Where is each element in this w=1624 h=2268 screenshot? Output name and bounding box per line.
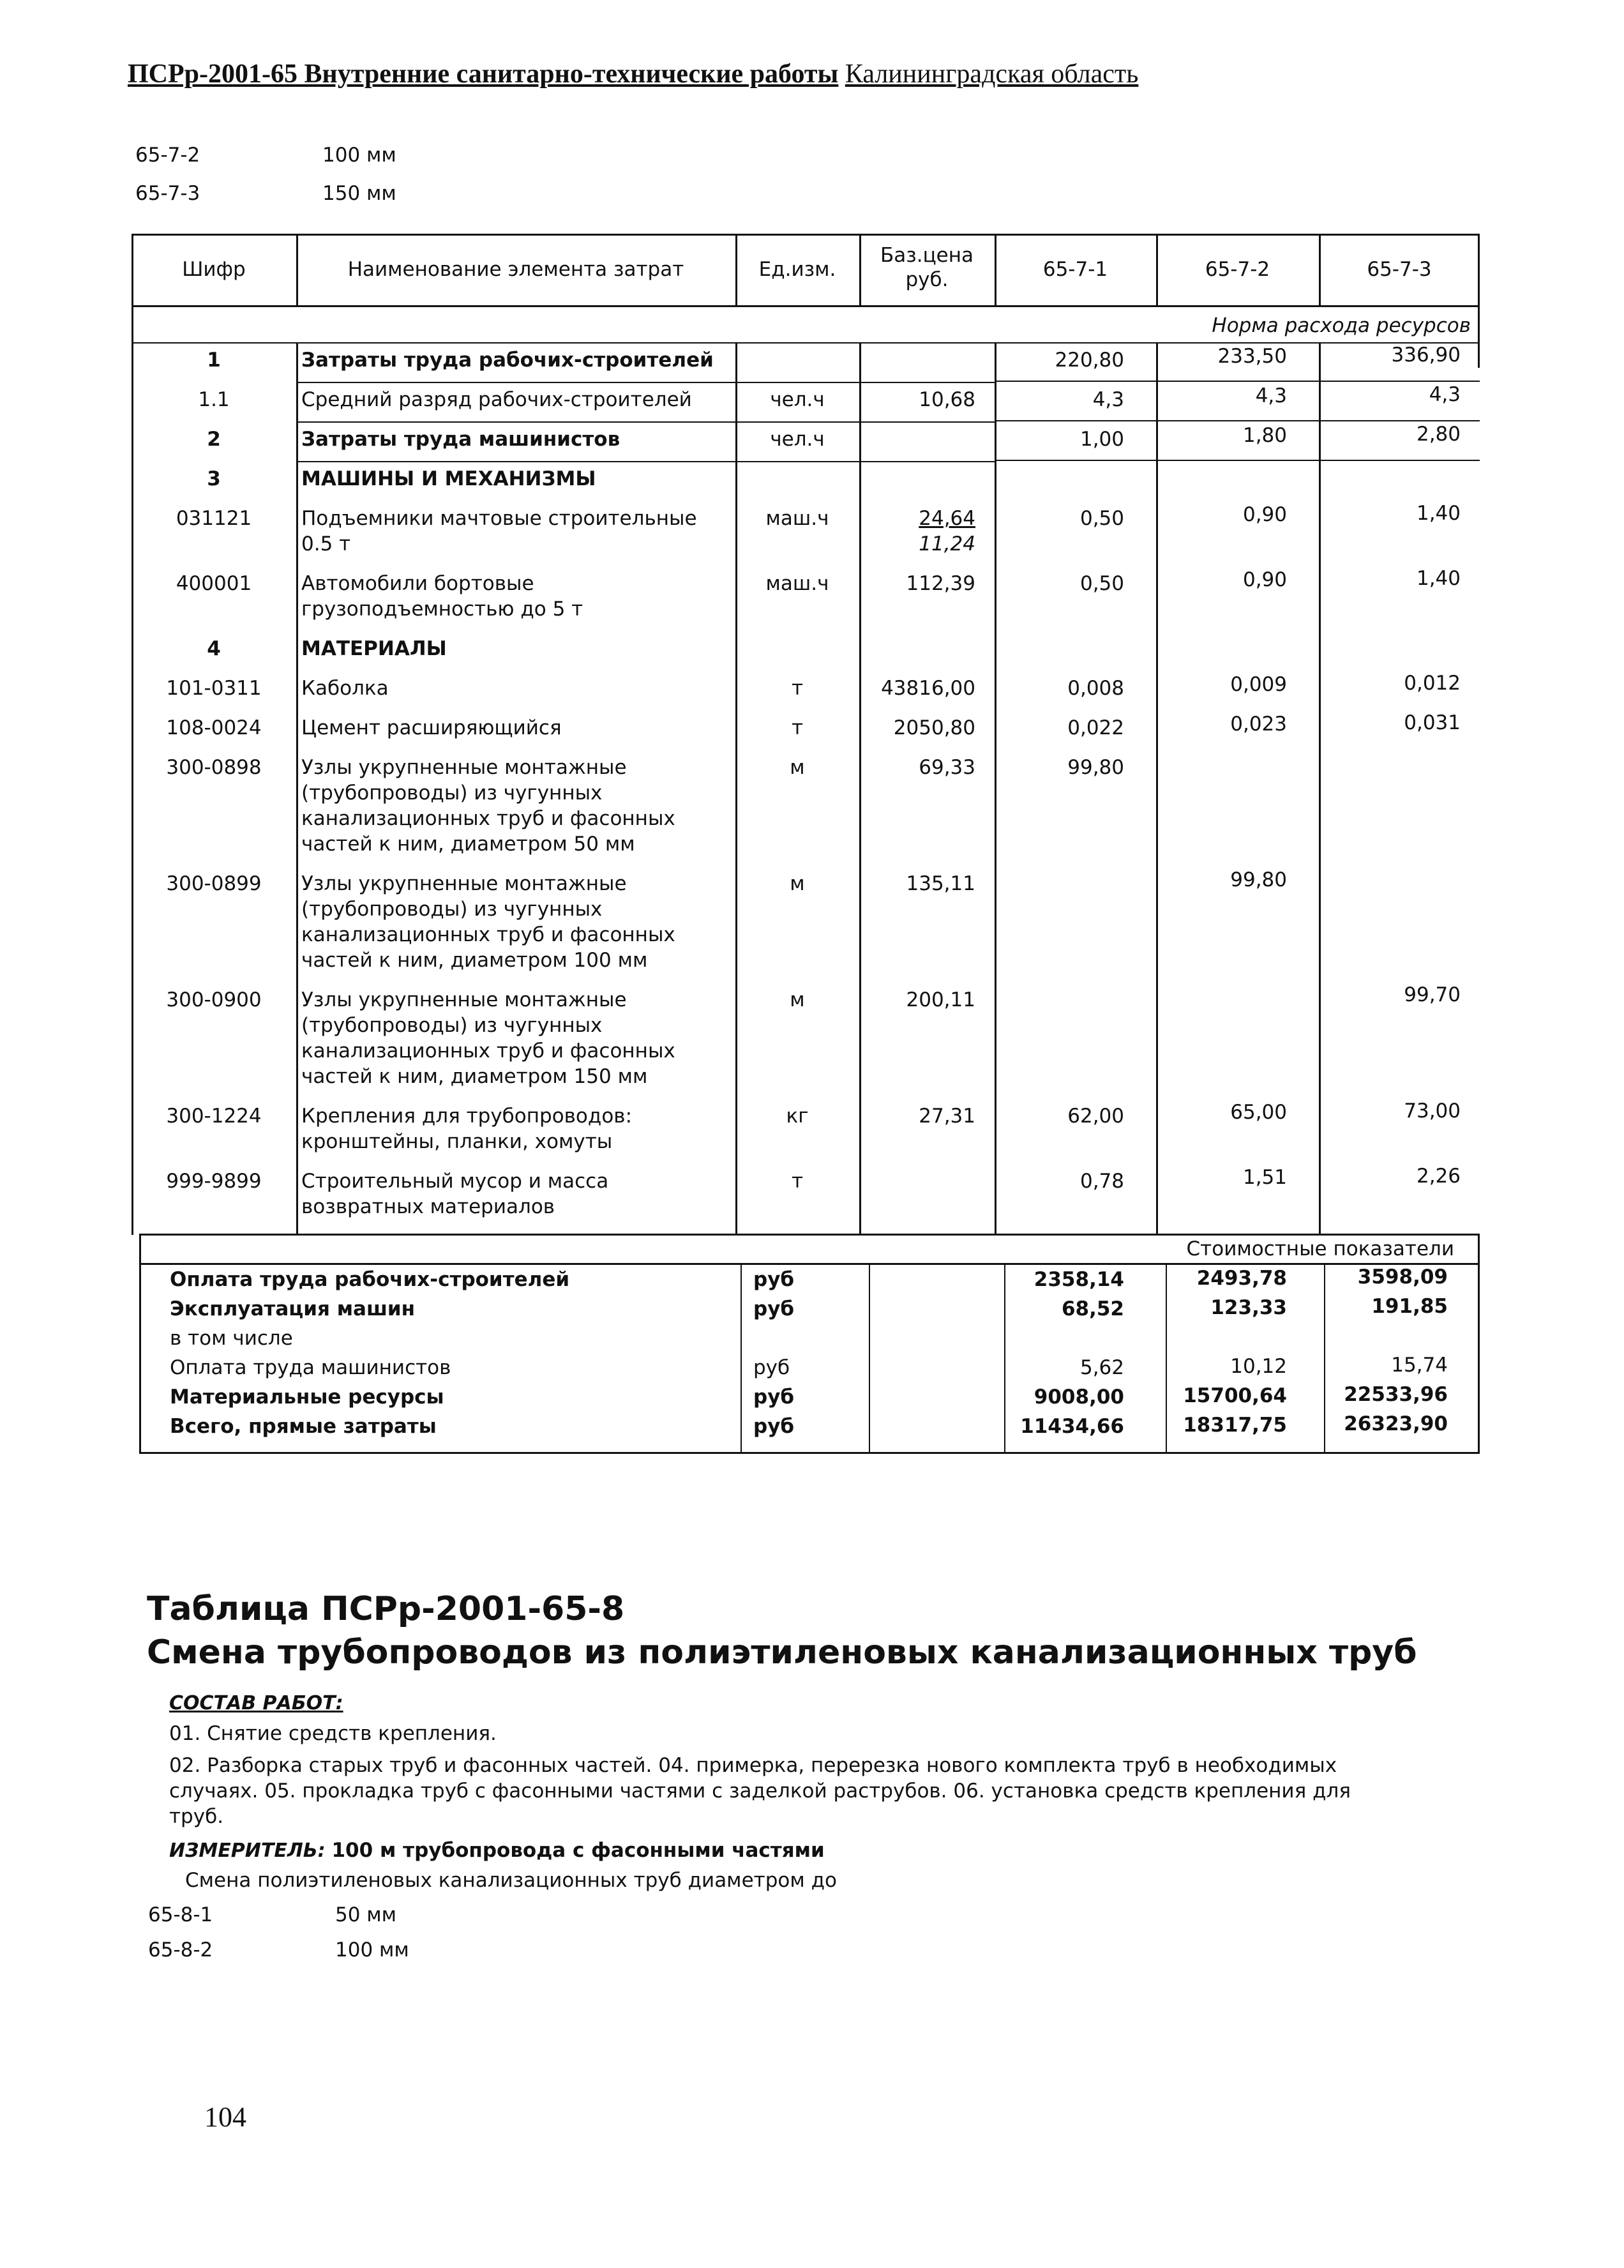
row-name: Узлы укрупненные монтажные bbox=[301, 988, 627, 1011]
row-name: (трубопроводы) из чугунных bbox=[301, 1014, 603, 1037]
row-name: канализационных труб и фасонных bbox=[301, 923, 675, 946]
row-code: 108-0024 bbox=[166, 716, 262, 739]
row-unit: т bbox=[791, 1170, 804, 1193]
row-name: Каболка bbox=[301, 677, 389, 700]
resource-norm-table bbox=[132, 234, 1480, 1451]
row-code: 4 bbox=[207, 637, 221, 660]
cost-unit: руб bbox=[753, 1386, 795, 1409]
row-name: Узлы укрупненные монтажные bbox=[301, 756, 627, 779]
row-price: 43816,00 bbox=[881, 677, 975, 700]
page-number: 104 bbox=[204, 2101, 246, 2133]
row-code: 2 bbox=[207, 428, 221, 451]
row-name: грузоподъемностью до 5 т bbox=[301, 598, 583, 621]
row-code: 300-0898 bbox=[166, 756, 262, 779]
row-value-65-7-2: 0,023 bbox=[1230, 713, 1287, 736]
row-name: Автомобили бортовые bbox=[301, 572, 534, 595]
row-unit: чел.ч bbox=[770, 388, 825, 411]
row-value-65-7-1: 4,3 bbox=[1092, 388, 1124, 411]
table-rule bbox=[1478, 1234, 1480, 1454]
table-rule bbox=[296, 461, 995, 462]
cost-unit: руб bbox=[753, 1297, 795, 1320]
row-unit: маш.ч bbox=[765, 507, 829, 530]
row-unit: чел.ч bbox=[770, 428, 825, 451]
row-value-65-7-2: 0,90 bbox=[1242, 503, 1287, 526]
header-name: Наименование элемента затрат bbox=[347, 258, 684, 281]
row-value-65-7-1: 62,00 bbox=[1067, 1105, 1124, 1128]
header-price: Баз.цена bbox=[880, 244, 974, 267]
cost-value-65-7-3: 26323,90 bbox=[1344, 1412, 1448, 1435]
cost-value-65-7-3: 22533,96 bbox=[1344, 1383, 1448, 1406]
meter-line bbox=[169, 1838, 825, 1864]
row-name: (трубопроводы) из чугунных bbox=[301, 898, 603, 921]
row-name: Крепления для трубопроводов: bbox=[301, 1105, 633, 1128]
row-unit: т bbox=[791, 677, 804, 700]
row-code: 031121 bbox=[176, 507, 252, 530]
row-code: 300-0899 bbox=[166, 872, 262, 895]
table-rule bbox=[1156, 342, 1158, 1235]
header-col-65-7-2: 65-7-2 bbox=[1205, 258, 1270, 281]
row-value-65-7-3: 2,26 bbox=[1416, 1165, 1461, 1188]
cost-value-65-7-1: 11434,66 bbox=[1020, 1415, 1124, 1438]
row-unit: т bbox=[791, 716, 804, 739]
row-code: 999-9899 bbox=[166, 1170, 262, 1193]
cost-unit: руб bbox=[753, 1356, 790, 1379]
row-unit: м bbox=[790, 756, 805, 779]
row-value-65-7-1: 99,80 bbox=[1067, 756, 1124, 779]
cost-value-65-7-3: 191,85 bbox=[1371, 1295, 1448, 1318]
row-value-65-7-3: 0,031 bbox=[1404, 711, 1461, 734]
header-code-title: ПСРр-2001-65 Внутренние санитарно-технические работы bbox=[128, 59, 839, 89]
table2-title: Таблица ПСРр-2001-65-8 bbox=[147, 1590, 625, 1628]
cost-name: Оплата труда рабочих-строителей bbox=[170, 1268, 570, 1291]
row-name: Средний разряд рабочих-строителей bbox=[301, 388, 692, 411]
row-price: 10,68 bbox=[919, 388, 975, 411]
row-name: Узлы укрупненные монтажные bbox=[301, 872, 627, 895]
row-value-65-7-2: 1,51 bbox=[1242, 1166, 1287, 1189]
table2-subtitle: Смена трубопроводов из полиэтиленовых канализационных труб bbox=[147, 1633, 1417, 1672]
cost-value-65-7-1: 2358,14 bbox=[1034, 1268, 1124, 1291]
composition-line: случаях. 05. прокладка труб с фасонными частями с заделкой раструбов. 06. установка средств крепления для bbox=[169, 1780, 1351, 1803]
variant-size: 100 мм bbox=[335, 1939, 409, 1962]
row-price: 24,64 bbox=[919, 507, 975, 530]
header-col-65-7-3: 65-7-3 bbox=[1367, 258, 1432, 281]
row-price: 2050,80 bbox=[893, 716, 975, 739]
row-name: (трубопроводы) из чугунных bbox=[301, 782, 603, 805]
row-unit: м bbox=[790, 872, 805, 895]
table-rule bbox=[1324, 1263, 1325, 1452]
cost-name: Материальные ресурсы bbox=[170, 1386, 444, 1409]
row-value-65-7-1: 0,022 bbox=[1067, 716, 1124, 739]
row-value-65-7-2: 0,90 bbox=[1242, 568, 1287, 591]
header-code: Шифр bbox=[182, 258, 246, 281]
row-price: 200,11 bbox=[906, 988, 975, 1011]
row-value-65-7-3: 2,80 bbox=[1416, 423, 1461, 446]
table-rule bbox=[296, 382, 995, 383]
table-rule bbox=[132, 234, 1480, 236]
row-value-65-7-1: 0,50 bbox=[1079, 572, 1124, 595]
row-name: возвратных материалов bbox=[301, 1195, 555, 1218]
row-name: МАТЕРИАЛЫ bbox=[301, 637, 447, 660]
running-header bbox=[128, 59, 1138, 89]
composition-label: СОСТАВ РАБОТ: bbox=[169, 1692, 343, 1714]
row-value-65-7-1: 0,008 bbox=[1067, 677, 1124, 700]
composition-line: 01. Снятие средств крепления. bbox=[169, 1722, 497, 1745]
row-name: Подъемники мачтовые строительные bbox=[301, 507, 697, 530]
variant-code: 65-8-2 bbox=[148, 1939, 213, 1962]
variant-code: 65-8-1 bbox=[148, 1903, 213, 1926]
table-rule bbox=[132, 305, 1480, 307]
cost-value-65-7-2: 10,12 bbox=[1230, 1355, 1287, 1378]
row-value-65-7-2: 0,009 bbox=[1230, 673, 1287, 696]
row-unit: маш.ч bbox=[765, 572, 829, 595]
cost-name: Всего, прямые затраты bbox=[170, 1415, 437, 1438]
table-rule bbox=[1319, 342, 1321, 1235]
row-value-65-7-2: 4,3 bbox=[1255, 384, 1287, 407]
variant-code: 65-7-3 bbox=[135, 182, 200, 205]
cost-value-65-7-3: 15,74 bbox=[1391, 1354, 1448, 1377]
cost-name: в том числе bbox=[170, 1327, 293, 1350]
cost-value-65-7-2: 2493,78 bbox=[1196, 1267, 1287, 1290]
table-rule bbox=[1004, 1263, 1005, 1452]
table-rule bbox=[869, 1263, 870, 1452]
row-unit: м bbox=[790, 988, 805, 1011]
cost-value-65-7-1: 68,52 bbox=[1061, 1297, 1124, 1320]
composition-line: труб. bbox=[169, 1805, 224, 1828]
header-price-unit: руб. bbox=[905, 268, 949, 291]
row-code: 300-1224 bbox=[166, 1105, 262, 1128]
variant-size: 50 мм bbox=[335, 1903, 397, 1926]
variant-code: 65-7-2 bbox=[135, 144, 200, 167]
row-value-65-7-1: 0,50 bbox=[1079, 507, 1124, 530]
row-code: 1.1 bbox=[198, 388, 230, 411]
row-name: Затраты труда машинистов bbox=[301, 428, 620, 451]
table-rule bbox=[735, 342, 737, 1235]
row-value-65-7-2: 233,50 bbox=[1217, 345, 1287, 368]
table-rule bbox=[139, 1452, 1480, 1454]
row-price: 69,33 bbox=[919, 756, 975, 779]
row-price-alt: 11,24 bbox=[919, 533, 975, 556]
row-value-65-7-3: 1,40 bbox=[1416, 502, 1461, 525]
cost-value-65-7-3: 3598,09 bbox=[1357, 1266, 1448, 1289]
row-name: 0.5 т bbox=[301, 533, 351, 556]
row-name: частей к ним, диаметром 50 мм bbox=[301, 833, 635, 856]
table-rule bbox=[741, 1263, 742, 1452]
row-code: 1 bbox=[207, 349, 221, 372]
header-col-65-7-1: 65-7-1 bbox=[1042, 258, 1108, 281]
cost-value-65-7-2: 123,33 bbox=[1210, 1296, 1287, 1319]
row-price: 112,39 bbox=[906, 572, 975, 595]
table-rule bbox=[859, 342, 861, 1235]
table-rule bbox=[995, 460, 1480, 461]
table-rule bbox=[995, 342, 996, 1235]
row-value-65-7-3: 73,00 bbox=[1404, 1100, 1461, 1123]
header-region: Калининградская область bbox=[845, 59, 1139, 89]
cost-unit: руб bbox=[753, 1415, 795, 1438]
table-rule bbox=[139, 1234, 1480, 1236]
row-name: канализационных труб и фасонных bbox=[301, 807, 675, 830]
row-code: 300-0900 bbox=[166, 988, 262, 1011]
row-price: 135,11 bbox=[906, 872, 975, 895]
row-code: 101-0311 bbox=[166, 677, 262, 700]
meter-label: ИЗМЕРИТЕЛЬ: bbox=[169, 1840, 326, 1862]
row-value-65-7-1: 0,78 bbox=[1079, 1170, 1124, 1193]
row-value-65-7-3: 99,70 bbox=[1404, 983, 1461, 1006]
row-value-65-7-3: 336,90 bbox=[1391, 344, 1461, 367]
cost-value-65-7-2: 15700,64 bbox=[1183, 1384, 1287, 1407]
row-value-65-7-1: 220,80 bbox=[1055, 349, 1124, 372]
row-code: 400001 bbox=[176, 572, 252, 595]
cost-caption: Стоимостные показатели bbox=[1186, 1237, 1454, 1260]
cost-name: Эксплуатация машин bbox=[170, 1297, 416, 1320]
row-value-65-7-3: 4,3 bbox=[1429, 383, 1461, 406]
table-rule bbox=[139, 1263, 1480, 1265]
row-value-65-7-2: 99,80 bbox=[1230, 868, 1287, 891]
row-name: Строительный мусор и масса bbox=[301, 1170, 609, 1193]
row-name: частей к ним, диаметром 100 мм bbox=[301, 949, 648, 972]
intro-line: Смена полиэтиленовых канализационных труб диаметром до bbox=[185, 1869, 837, 1892]
variant-size: 150 мм bbox=[322, 182, 396, 205]
row-value-65-7-3: 1,40 bbox=[1416, 567, 1461, 590]
row-value-65-7-3: 0,012 bbox=[1404, 672, 1461, 695]
table-rule bbox=[1166, 1263, 1167, 1452]
table-rule bbox=[296, 342, 298, 1235]
row-unit: кг bbox=[786, 1105, 809, 1128]
table-rule bbox=[139, 1234, 141, 1454]
cost-value-65-7-1: 5,62 bbox=[1079, 1356, 1124, 1379]
row-value-65-7-2: 1,80 bbox=[1242, 424, 1287, 447]
norm-caption: Норма расхода ресурсов bbox=[1212, 314, 1471, 337]
header-unit: Ед.изм. bbox=[758, 258, 836, 281]
row-name: МАШИНЫ И МЕХАНИЗМЫ bbox=[301, 467, 596, 490]
variant-size: 100 мм bbox=[322, 144, 396, 167]
row-price: 27,31 bbox=[919, 1105, 975, 1128]
row-name: частей к ним, диаметром 150 мм bbox=[301, 1065, 648, 1088]
row-name: Затраты труда рабочих-строителей bbox=[301, 349, 714, 372]
composition-line: 02. Разборка старых труб и фасонных частей. 04. примерка, перерезка нового комплекта труб в необходимых bbox=[169, 1754, 1337, 1777]
meter-value: 100 м трубопровода с фасонными частями bbox=[331, 1839, 825, 1862]
table-rule bbox=[296, 421, 995, 423]
row-name: канализационных труб и фасонных bbox=[301, 1040, 675, 1062]
cost-name: Оплата труда машинистов bbox=[170, 1356, 451, 1379]
table-rule bbox=[132, 305, 133, 1235]
row-code: 3 bbox=[207, 467, 221, 490]
row-name: Цемент расширяющийся bbox=[301, 716, 562, 739]
row-value-65-7-1: 1,00 bbox=[1079, 428, 1124, 451]
row-value-65-7-2: 65,00 bbox=[1230, 1101, 1287, 1124]
cost-value-65-7-2: 18317,75 bbox=[1183, 1414, 1287, 1437]
table-rule bbox=[1478, 305, 1480, 368]
cost-value-65-7-1: 9008,00 bbox=[1034, 1386, 1124, 1409]
row-name: кронштейны, планки, хомуты bbox=[301, 1130, 613, 1153]
cost-unit: руб bbox=[753, 1268, 795, 1291]
